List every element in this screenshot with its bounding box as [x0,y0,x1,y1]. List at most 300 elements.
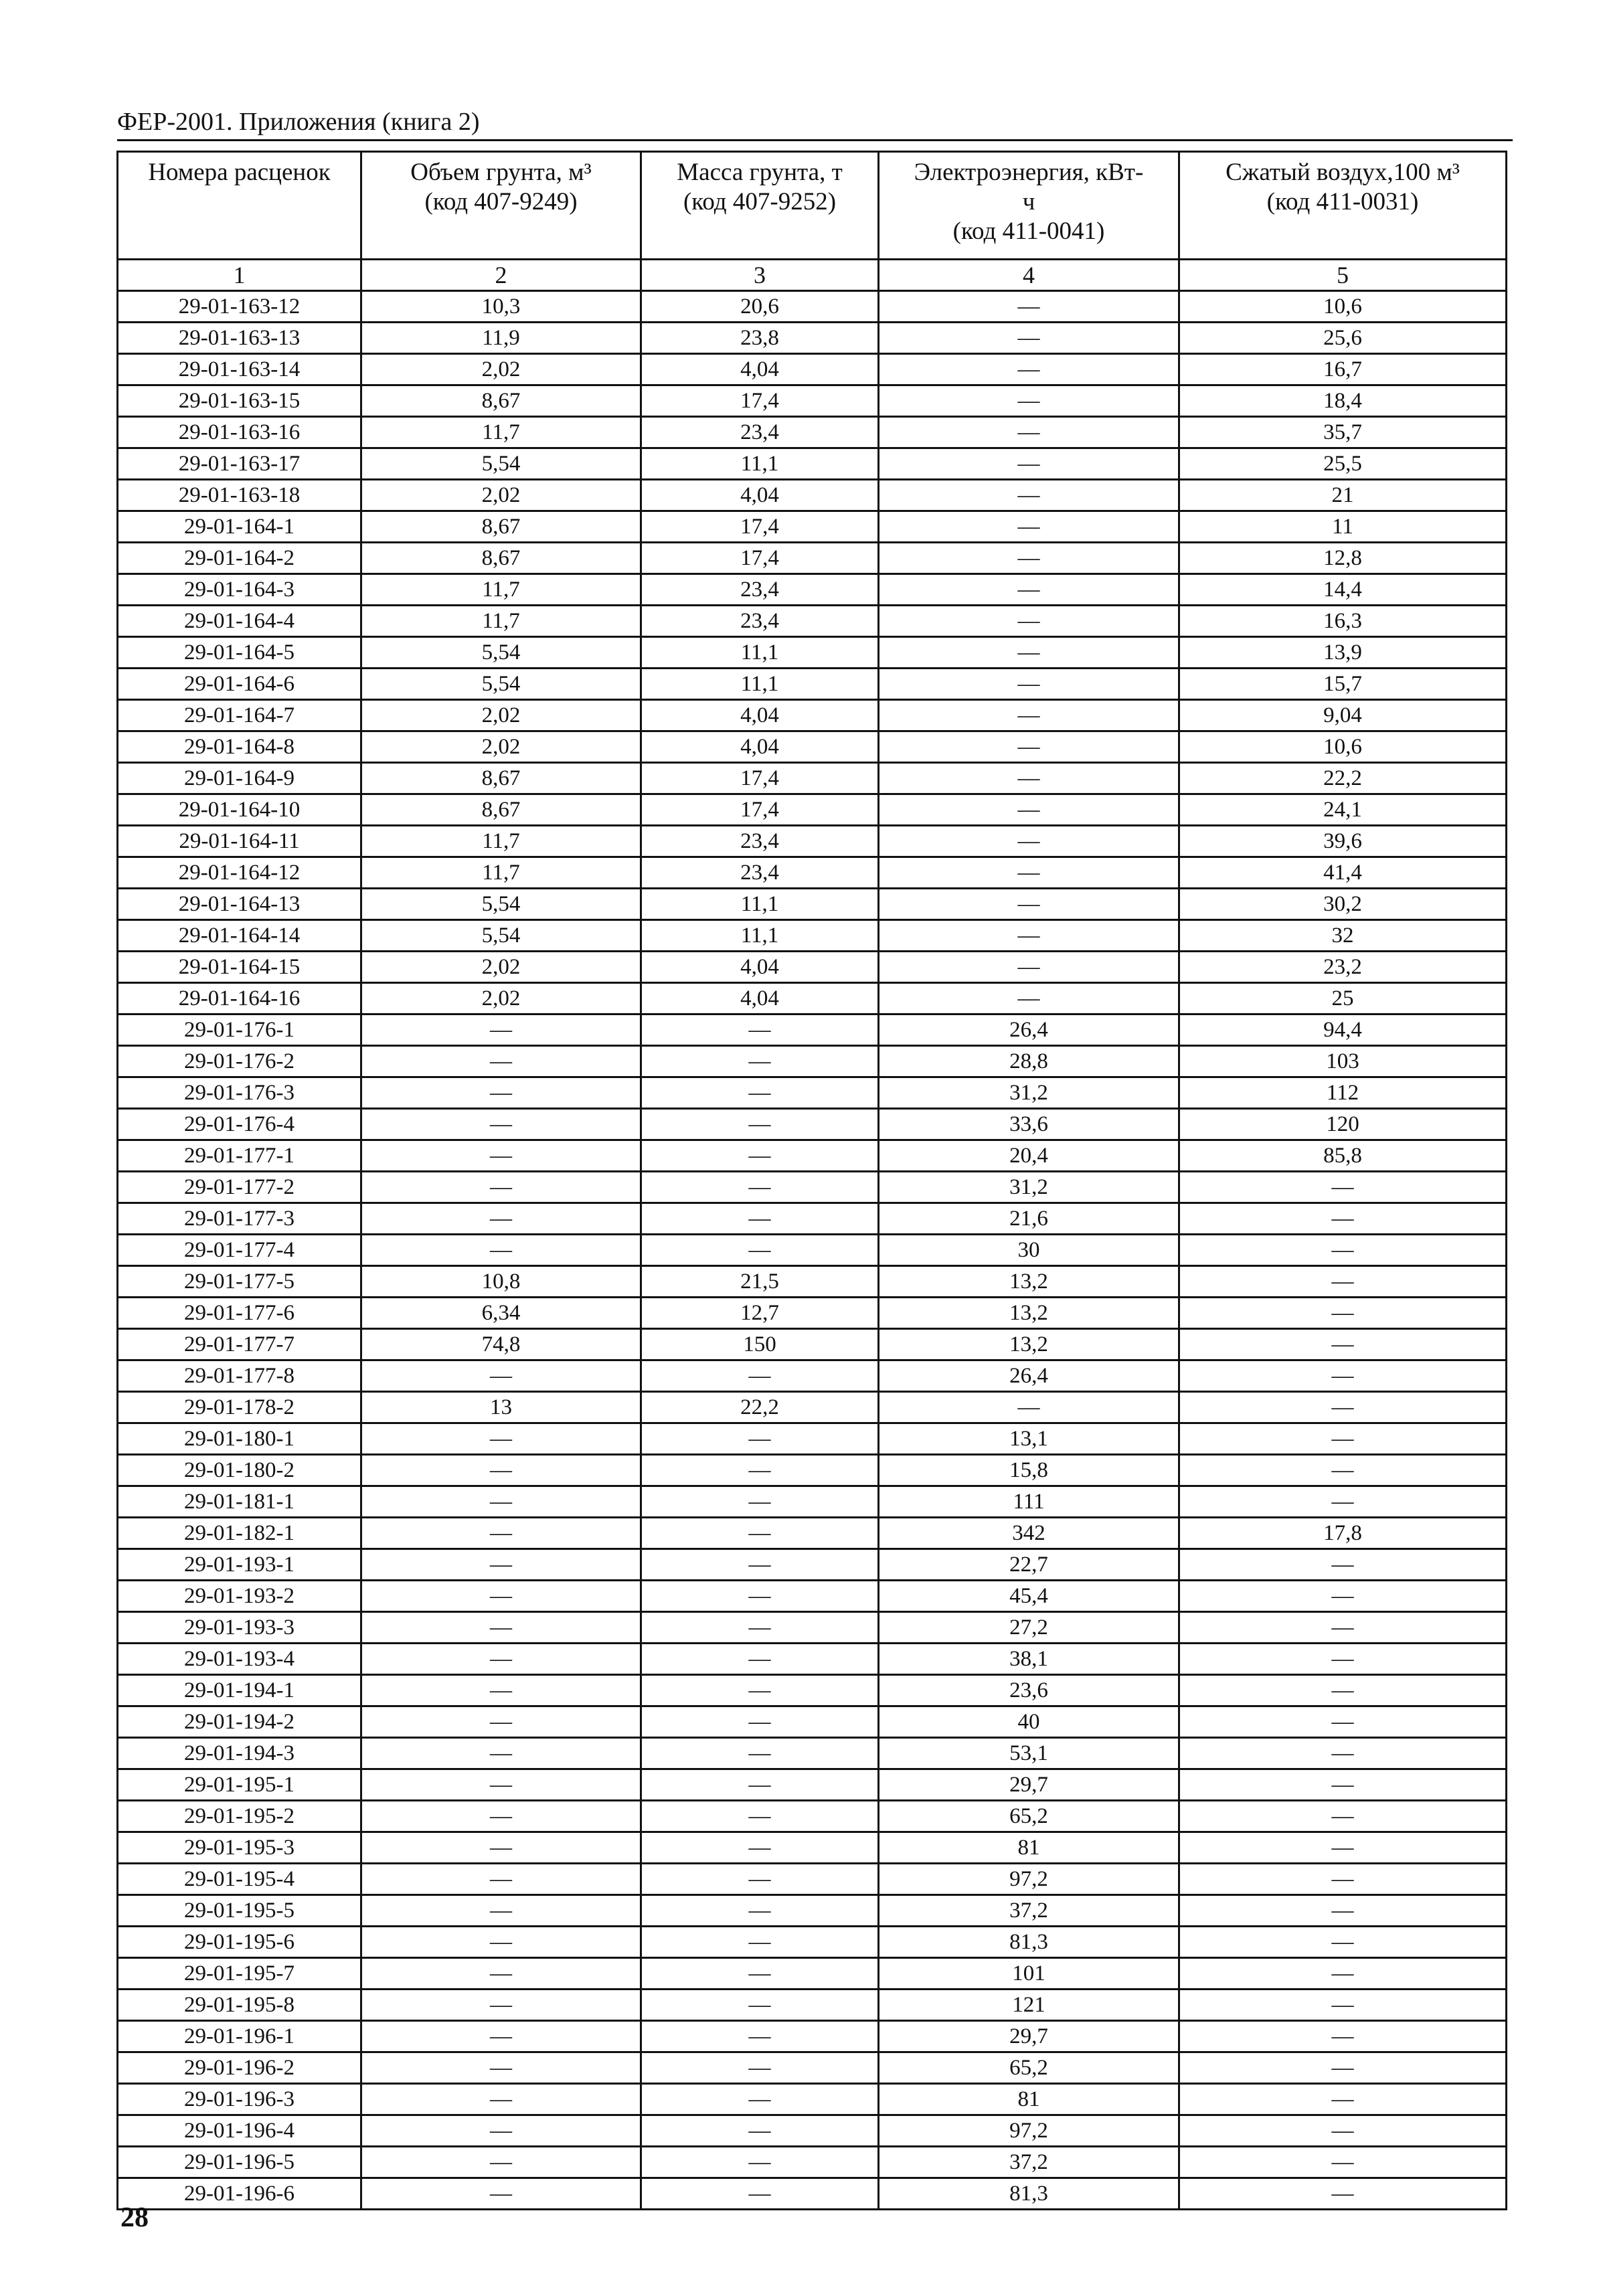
soil-volume-cell: 8,67 [361,763,641,794]
compressed-air-cell: — [1179,1801,1507,1832]
rate-number-cell: 29-01-177-3 [118,1203,361,1235]
soil-mass-cell: 17,4 [641,385,879,417]
soil-mass-cell: 23,4 [641,574,879,606]
soil-mass-cell: 4,04 [641,983,879,1014]
soil-mass-cell: 11,1 [641,637,879,669]
soil-mass-cell: 150 [641,1329,879,1360]
rate-number-cell: 29-01-164-5 [118,637,361,669]
rate-number-cell: 29-01-163-15 [118,385,361,417]
soil-volume-cell: 2,02 [361,983,641,1014]
soil-volume-cell: 5,54 [361,637,641,669]
rate-number-cell: 29-01-164-2 [118,543,361,574]
soil-mass-cell: 17,4 [641,794,879,826]
soil-volume-cell: — [361,1140,641,1172]
rate-number-cell: 29-01-164-8 [118,731,361,763]
electricity-cell: 37,2 [879,2147,1179,2178]
soil-volume-cell: 8,67 [361,511,641,543]
page-header: ФЕР-2001. Приложения (книга 2) [117,107,1513,141]
soil-mass-cell: 17,4 [641,511,879,543]
electricity-cell: 26,4 [879,1360,1179,1392]
table-row [118,1298,1507,1329]
column-header-compressed-air: Сжатый воздух,100 м³ (код 411-0031) [1179,152,1507,260]
soil-volume-cell: 2,02 [361,731,641,763]
electricity-cell: 27,2 [879,1612,1179,1644]
soil-mass-cell: — [641,1832,879,1864]
compressed-air-cell: 25 [1179,983,1507,1014]
soil-volume-cell: — [361,1518,641,1549]
rate-number-cell: 29-01-164-12 [118,857,361,889]
electricity-cell: — [879,857,1179,889]
electricity-cell: 13,2 [879,1298,1179,1329]
rate-number-cell: 29-01-164-4 [118,606,361,637]
electricity-cell: 97,2 [879,2115,1179,2147]
compressed-air-cell: — [1179,2021,1507,2052]
soil-volume-cell: 11,7 [361,826,641,857]
electricity-cell: 65,2 [879,2052,1179,2084]
compressed-air-cell: 12,8 [1179,543,1507,574]
table-row [118,1927,1507,1958]
column-number: 3 [641,260,879,291]
rate-number-cell: 29-01-193-2 [118,1581,361,1612]
rate-number-cell: 29-01-176-2 [118,1046,361,1077]
soil-volume-cell: — [361,1077,641,1109]
compressed-air-cell: 22,2 [1179,763,1507,794]
soil-mass-cell: — [641,2178,879,2210]
soil-mass-cell: — [641,1046,879,1077]
table-row [118,2084,1507,2115]
electricity-cell: 30 [879,1235,1179,1266]
table-row [118,1738,1507,1769]
soil-mass-cell: — [641,1140,879,1172]
column-header-soil-volume: Объем грунта, м³ (код 407-9249) [361,152,641,260]
rate-number-cell: 29-01-177-6 [118,1298,361,1329]
table-row [118,1518,1507,1549]
electricity-cell: 20,4 [879,1140,1179,1172]
electricity-cell: — [879,511,1179,543]
table-row [118,1046,1507,1077]
table-row [118,1864,1507,1895]
soil-volume-cell: 2,02 [361,700,641,731]
soil-mass-cell: — [641,1675,879,1706]
electricity-cell: — [879,291,1179,323]
soil-volume-cell: 5,54 [361,448,641,480]
soil-volume-cell: 2,02 [361,354,641,385]
rate-number-cell: 29-01-164-9 [118,763,361,794]
rates-table [116,151,1507,2210]
table-row [118,1675,1507,1706]
soil-volume-cell: — [361,1455,641,1486]
soil-mass-cell: — [641,1549,879,1581]
rate-number-cell: 29-01-164-14 [118,920,361,952]
rate-number-cell: 29-01-177-8 [118,1360,361,1392]
rate-number-cell: 29-01-195-2 [118,1801,361,1832]
soil-mass-cell: — [641,1235,879,1266]
soil-volume-cell: — [361,1046,641,1077]
compressed-air-cell: — [1179,2052,1507,2084]
rate-number-cell: 29-01-164-3 [118,574,361,606]
compressed-air-cell: — [1179,1455,1507,1486]
soil-volume-cell: 11,7 [361,574,641,606]
compressed-air-cell: — [1179,1581,1507,1612]
compressed-air-cell: 10,6 [1179,291,1507,323]
soil-mass-cell: 23,8 [641,323,879,354]
table-row [118,1549,1507,1581]
soil-mass-cell: 23,4 [641,606,879,637]
compressed-air-cell: 120 [1179,1109,1507,1140]
table-row [118,731,1507,763]
rate-number-cell: 29-01-163-17 [118,448,361,480]
electricity-cell: 13,2 [879,1266,1179,1298]
rate-number-cell: 29-01-177-2 [118,1172,361,1203]
table-row [118,669,1507,700]
column-number: 5 [1179,260,1507,291]
rate-number-cell: 29-01-177-7 [118,1329,361,1360]
rate-number-cell: 29-01-195-6 [118,1927,361,1958]
soil-volume-cell: 5,54 [361,920,641,952]
rate-number-cell: 29-01-163-14 [118,354,361,385]
table-row [118,1612,1507,1644]
soil-volume-cell: — [361,2052,641,2084]
table-row [118,448,1507,480]
soil-mass-cell: — [641,1769,879,1801]
rate-number-cell: 29-01-164-15 [118,952,361,983]
soil-volume-cell: — [361,1360,641,1392]
soil-mass-cell: — [641,1927,879,1958]
soil-mass-cell: 22,2 [641,1392,879,1423]
compressed-air-cell: 23,2 [1179,952,1507,983]
table-row [118,1109,1507,1140]
compressed-air-cell: 21 [1179,480,1507,511]
compressed-air-cell: — [1179,1360,1507,1392]
soil-volume-cell: — [361,1769,641,1801]
soil-volume-cell: — [361,1895,641,1927]
rate-number-cell: 29-01-182-1 [118,1518,361,1549]
soil-mass-cell: — [641,1455,879,1486]
soil-mass-cell: 11,1 [641,889,879,920]
table-row [118,952,1507,983]
column-number: 4 [879,260,1179,291]
electricity-cell: — [879,952,1179,983]
table-row [118,1360,1507,1392]
compressed-air-cell: 14,4 [1179,574,1507,606]
soil-mass-cell: — [641,1612,879,1644]
soil-mass-cell: 4,04 [641,952,879,983]
table-row [118,1832,1507,1864]
rate-number-cell: 29-01-163-18 [118,480,361,511]
rate-number-cell: 29-01-177-1 [118,1140,361,1172]
electricity-cell: — [879,417,1179,448]
electricity-cell: — [879,920,1179,952]
compressed-air-cell: — [1179,1392,1507,1423]
table-row [118,983,1507,1014]
rate-number-cell: 29-01-180-2 [118,1455,361,1486]
soil-volume-cell: — [361,1203,641,1235]
table-row [118,826,1507,857]
rate-number-cell: 29-01-177-5 [118,1266,361,1298]
compressed-air-cell: — [1179,1706,1507,1738]
table-row [118,1958,1507,1990]
compressed-air-cell: — [1179,2084,1507,2115]
soil-mass-cell: 4,04 [641,731,879,763]
soil-mass-cell: 4,04 [641,700,879,731]
compressed-air-cell: — [1179,1486,1507,1518]
table-row [118,1423,1507,1455]
rate-number-cell: 29-01-177-4 [118,1235,361,1266]
compressed-air-cell: — [1179,1738,1507,1769]
table-row [118,1990,1507,2021]
electricity-cell: 65,2 [879,1801,1179,1832]
rate-number-cell: 29-01-195-1 [118,1769,361,1801]
electricity-cell: — [879,323,1179,354]
column-number: 2 [361,260,641,291]
rate-number-cell: 29-01-176-3 [118,1077,361,1109]
table-row [118,1172,1507,1203]
rate-number-cell: 29-01-196-3 [118,2084,361,2115]
compressed-air-cell: — [1179,1298,1507,1329]
soil-volume-cell: — [361,1109,641,1140]
rate-number-cell: 29-01-193-4 [118,1644,361,1675]
soil-volume-cell: — [361,1549,641,1581]
soil-mass-cell: 11,1 [641,448,879,480]
rate-number-cell: 29-01-164-7 [118,700,361,731]
rate-number-cell: 29-01-196-4 [118,2115,361,2147]
soil-mass-cell: — [641,1486,879,1518]
electricity-cell: — [879,700,1179,731]
rate-number-cell: 29-01-196-5 [118,2147,361,2178]
soil-volume-cell: 74,8 [361,1329,641,1360]
soil-mass-cell: — [641,1990,879,2021]
electricity-cell: 45,4 [879,1581,1179,1612]
soil-volume-cell: — [361,2147,641,2178]
table-row [118,763,1507,794]
electricity-cell: 33,6 [879,1109,1179,1140]
rate-number-cell: 29-01-164-10 [118,794,361,826]
rate-number-cell: 29-01-196-2 [118,2052,361,2084]
electricity-cell: 38,1 [879,1644,1179,1675]
soil-volume-cell: — [361,2084,641,2115]
soil-mass-cell: — [641,1172,879,1203]
table-row [118,1644,1507,1675]
rate-number-cell: 29-01-164-13 [118,889,361,920]
rate-number-cell: 29-01-164-16 [118,983,361,1014]
soil-volume-cell: — [361,1706,641,1738]
compressed-air-cell: 41,4 [1179,857,1507,889]
soil-volume-cell: 11,7 [361,417,641,448]
compressed-air-cell: 17,8 [1179,1518,1507,1549]
table-row [118,323,1507,354]
column-header-rate-numbers: Номера расценок [118,152,361,260]
compressed-air-cell: — [1179,1644,1507,1675]
rate-number-cell: 29-01-163-16 [118,417,361,448]
compressed-air-cell: — [1179,1675,1507,1706]
table-row [118,417,1507,448]
soil-volume-cell: — [361,2021,641,2052]
table-row [118,1581,1507,1612]
table-row [118,511,1507,543]
electricity-cell: — [879,763,1179,794]
rate-number-cell: 29-01-193-3 [118,1612,361,1644]
compressed-air-cell: 85,8 [1179,1140,1507,1172]
soil-mass-cell: — [641,1864,879,1895]
soil-mass-cell: — [641,1706,879,1738]
compressed-air-cell: 11 [1179,511,1507,543]
soil-mass-cell: 11,1 [641,669,879,700]
electricity-cell: — [879,385,1179,417]
soil-volume-cell: 10,3 [361,291,641,323]
electricity-cell: — [879,889,1179,920]
soil-mass-cell: — [641,2147,879,2178]
table-row [118,385,1507,417]
rate-number-cell: 29-01-194-2 [118,1706,361,1738]
soil-mass-cell: — [641,2084,879,2115]
compressed-air-cell: 30,2 [1179,889,1507,920]
electricity-cell: — [879,669,1179,700]
soil-mass-cell: 21,5 [641,1266,879,1298]
soil-volume-cell: — [361,2115,641,2147]
rate-number-cell: 29-01-176-4 [118,1109,361,1140]
table-row [118,2178,1507,2210]
table-row [118,291,1507,323]
rate-number-cell: 29-01-163-12 [118,291,361,323]
rate-number-cell: 29-01-195-4 [118,1864,361,1895]
rate-number-cell: 29-01-195-7 [118,1958,361,1990]
rate-number-cell: 29-01-180-1 [118,1423,361,1455]
table-row [118,2052,1507,2084]
table-header-row [118,152,1507,260]
soil-volume-cell: — [361,1612,641,1644]
soil-mass-cell: 4,04 [641,354,879,385]
soil-volume-cell: 8,67 [361,385,641,417]
electricity-cell: 28,8 [879,1046,1179,1077]
table-row [118,2115,1507,2147]
column-number: 1 [118,260,361,291]
soil-mass-cell: 23,4 [641,417,879,448]
electricity-cell: — [879,606,1179,637]
electricity-cell: 342 [879,1518,1179,1549]
soil-volume-cell: 10,8 [361,1266,641,1298]
soil-volume-cell: — [361,2178,641,2210]
electricity-cell: 53,1 [879,1738,1179,1769]
electricity-cell: — [879,826,1179,857]
rate-number-cell: 29-01-196-1 [118,2021,361,2052]
electricity-cell: 22,7 [879,1549,1179,1581]
soil-mass-cell: — [641,1644,879,1675]
electricity-cell: 81,3 [879,1927,1179,1958]
soil-volume-cell: — [361,1014,641,1046]
compressed-air-cell: 16,7 [1179,354,1507,385]
table-row [118,794,1507,826]
compressed-air-cell: 112 [1179,1077,1507,1109]
soil-mass-cell: — [641,1360,879,1392]
soil-volume-cell: 2,02 [361,952,641,983]
electricity-cell: 81,3 [879,2178,1179,2210]
electricity-cell: — [879,794,1179,826]
compressed-air-cell: 18,4 [1179,385,1507,417]
soil-volume-cell: — [361,1235,641,1266]
compressed-air-cell: 94,4 [1179,1014,1507,1046]
compressed-air-cell: — [1179,1832,1507,1864]
electricity-cell: 29,7 [879,2021,1179,2052]
compressed-air-cell: 32 [1179,920,1507,952]
soil-mass-cell: — [641,1958,879,1990]
compressed-air-cell: 10,6 [1179,731,1507,763]
soil-mass-cell: 23,4 [641,826,879,857]
soil-mass-cell: — [641,1203,879,1235]
page-number: 28 [120,2202,149,2233]
soil-mass-cell: — [641,1518,879,1549]
electricity-cell: — [879,448,1179,480]
soil-mass-cell: — [641,1738,879,1769]
electricity-cell: 31,2 [879,1077,1179,1109]
soil-mass-cell: — [641,2052,879,2084]
compressed-air-cell: 24,1 [1179,794,1507,826]
rate-number-cell: 29-01-163-13 [118,323,361,354]
table-row [118,1203,1507,1235]
soil-mass-cell: — [641,1014,879,1046]
soil-volume-cell: 5,54 [361,669,641,700]
table-row [118,700,1507,731]
table-row [118,637,1507,669]
soil-volume-cell: 8,67 [361,543,641,574]
table-row [118,1014,1507,1046]
electricity-cell: 23,6 [879,1675,1179,1706]
soil-volume-cell: 6,34 [361,1298,641,1329]
table-row [118,1140,1507,1172]
soil-mass-cell: — [641,1895,879,1927]
electricity-cell: 13,2 [879,1329,1179,1360]
electricity-cell: 81 [879,2084,1179,2115]
compressed-air-cell: — [1179,1266,1507,1298]
compressed-air-cell: — [1179,1769,1507,1801]
table-row [118,1455,1507,1486]
table-row [118,857,1507,889]
electricity-cell: 37,2 [879,1895,1179,1927]
table-row [118,1392,1507,1423]
rate-number-cell: 29-01-164-6 [118,669,361,700]
soil-volume-cell: 11,7 [361,606,641,637]
soil-mass-cell: 17,4 [641,543,879,574]
electricity-cell: 111 [879,1486,1179,1518]
soil-volume-cell: — [361,1675,641,1706]
soil-volume-cell: 11,7 [361,857,641,889]
electricity-cell: 101 [879,1958,1179,1990]
compressed-air-cell: — [1179,1864,1507,1895]
compressed-air-cell: 13,9 [1179,637,1507,669]
table-row [118,1706,1507,1738]
rate-number-cell: 29-01-178-2 [118,1392,361,1423]
table-row [118,543,1507,574]
electricity-cell: — [879,574,1179,606]
rate-number-cell: 29-01-181-1 [118,1486,361,1518]
soil-mass-cell: — [641,1077,879,1109]
rate-number-cell: 29-01-194-1 [118,1675,361,1706]
soil-volume-cell: — [361,1958,641,1990]
soil-volume-cell: — [361,1801,641,1832]
electricity-cell: 21,6 [879,1203,1179,1235]
electricity-cell: 15,8 [879,1455,1179,1486]
electricity-cell: 26,4 [879,1014,1179,1046]
column-header-soil-mass: Масса грунта, т (код 407-9252) [641,152,879,260]
electricity-cell: — [879,354,1179,385]
soil-volume-cell: — [361,1423,641,1455]
soil-volume-cell: — [361,1486,641,1518]
soil-volume-cell: 5,54 [361,889,641,920]
table-row [118,480,1507,511]
soil-mass-cell: — [641,1801,879,1832]
table-row [118,2021,1507,2052]
soil-volume-cell: 13 [361,1392,641,1423]
compressed-air-cell: — [1179,1235,1507,1266]
